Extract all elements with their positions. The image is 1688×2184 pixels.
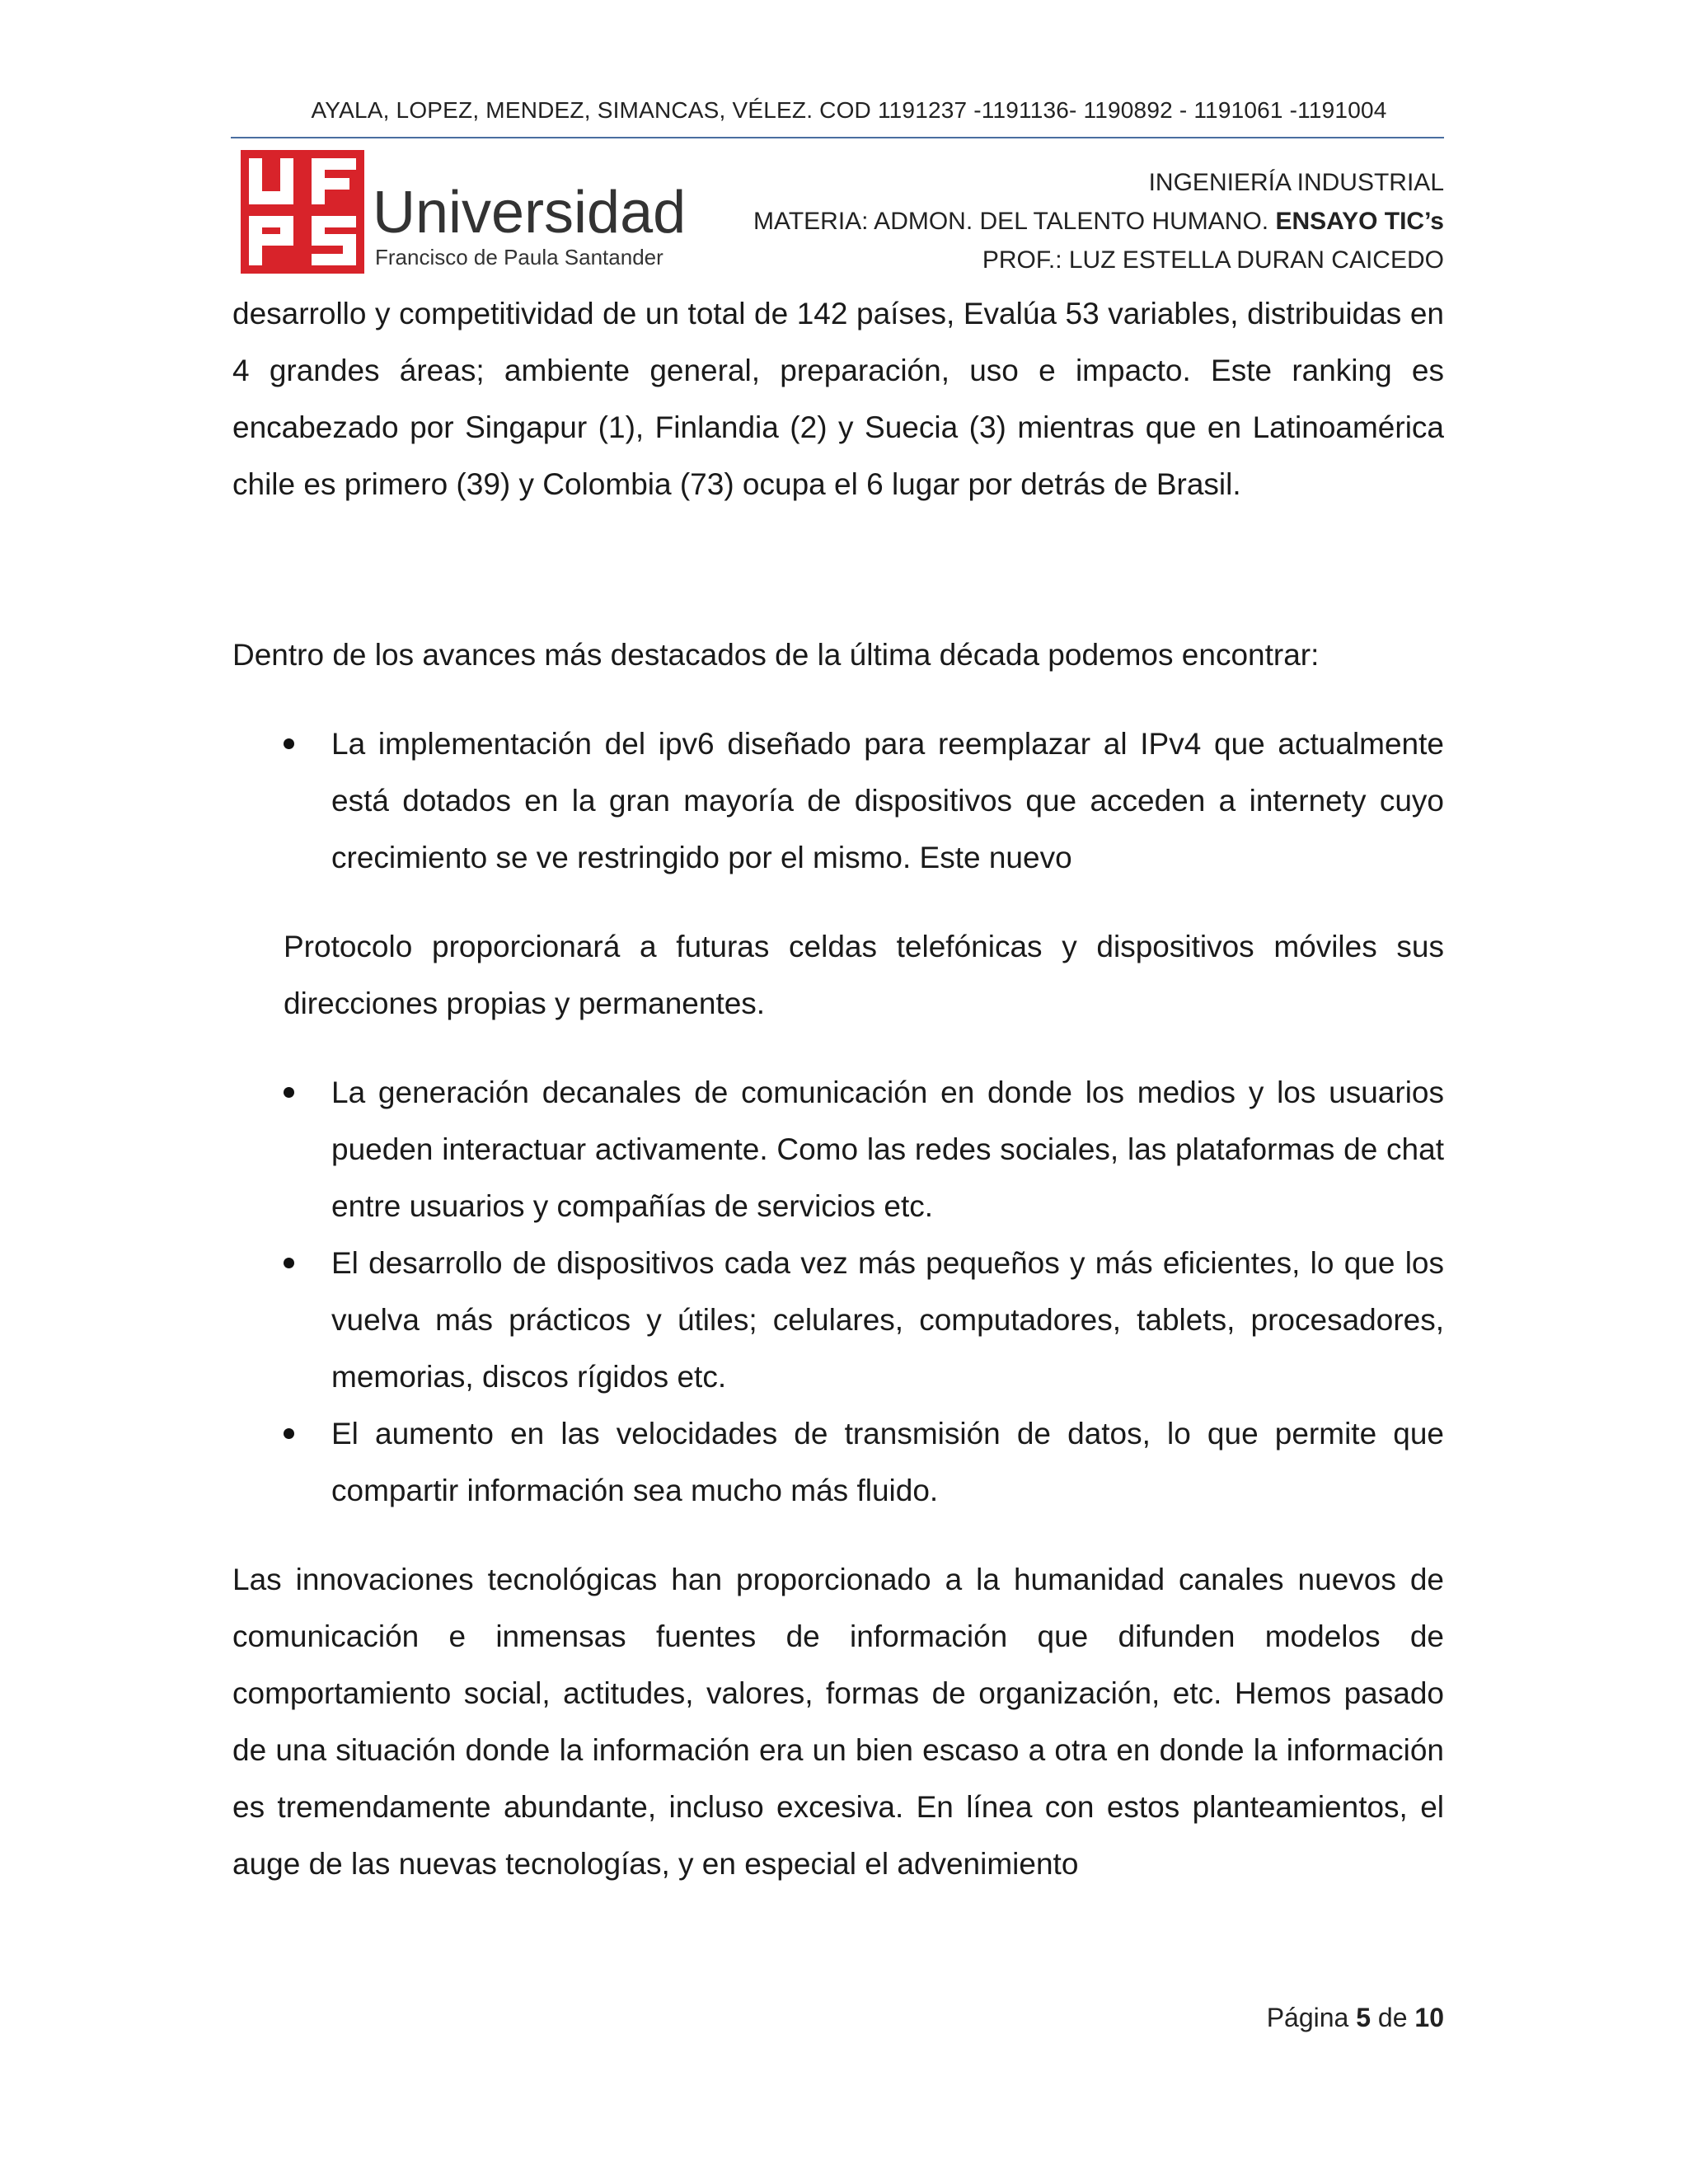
document-body <box>232 285 1444 1892</box>
header-course-info <box>753 163 1444 279</box>
paragraph-protocol: Protocolo proporcionará a futuras celdas telefónicas y dispositivos móviles sus direcciones propias y permanentes. <box>284 930 1444 1020</box>
ufps-logo-mark-icon <box>241 150 364 274</box>
logo-subtitle: Francisco de Paula Santander <box>375 245 663 269</box>
advances-list <box>232 715 1444 886</box>
header-divider <box>231 137 1444 138</box>
bullet-icon <box>284 1258 294 1268</box>
list-item-text: El aumento en las velocidades de transmisión de datos, lo que permite que compartir información sea mucho más fluido. <box>331 1417 1444 1507</box>
program-name: INGENIERÍA INDUSTRIAL <box>1148 169 1444 196</box>
advances-list-continued <box>232 1064 1444 1519</box>
list-item-text: La implementación del ipv6 diseñado para reemplazar al IPv4 que actualmente está dotados en la gran mayoría de dispositivos que acceden a internety cuyo crecimiento se ve restringido por el mismo. Este nuevo <box>331 727 1444 874</box>
paragraph-innovations: Las innovaciones tecnológicas han proporcionado a la humanidad canales nuevos de comunicación e inmensas fuentes de información que difunden modelos de comportamiento social, actitudes, valores, formas de organización, etc. Hemos pasado de una situación donde la información era un bien escaso a otra en donde la información es tremendamente abundante, incluso excesiva. En línea con estos planteamientos, el auge de las nuevas tecnologías, y en especial el advenimiento <box>232 1563 1444 1881</box>
list-item <box>232 1235 1444 1405</box>
bullet-icon <box>284 738 294 749</box>
paragraph-advances-intro: Dentro de los avances más destacados de la última década podemos encontrar: <box>232 638 1320 672</box>
bullet-icon <box>284 1087 294 1098</box>
header-authors: AYALA, LOPEZ, MENDEZ, SIMANCAS, VÉLEZ. COD 1191237 -1191136- 1190892 - 1191061 -1191004 <box>311 97 1387 123</box>
professor-name: PROF.: LUZ ESTELLA DURAN CAICEDO <box>982 246 1444 274</box>
list-item-text: El desarrollo de dispositivos cada vez más pequeños y más eficientes, lo que los vuelva más prácticos y útiles; celulares, computadores, tablets, procesadores, memorias, discos rígidos etc. <box>331 1246 1444 1394</box>
bullet-icon <box>284 1428 294 1439</box>
page-label: Página <box>1266 2003 1349 2032</box>
page-number <box>1267 2003 1444 2033</box>
subject-text: MATERIA: ADMON. DEL TALENTO HUMANO. <box>753 208 1276 235</box>
list-item-text: La generación decanales de comunicación en donde los medios y los usuarios pueden interactuar activamente. Como las redes sociales, las plataformas de chat entre usuarios y compañías de servicios etc. <box>331 1076 1444 1223</box>
page-of-label: de <box>1377 2003 1408 2032</box>
total-pages: 10 <box>1414 2003 1444 2032</box>
list-item <box>232 1064 1444 1235</box>
current-page: 5 <box>1356 2003 1372 2032</box>
logo-wordmark: Universidad <box>373 180 687 246</box>
university-logo <box>241 150 687 274</box>
essay-title: ENSAYO TIC’s <box>1275 208 1444 235</box>
list-item <box>232 715 1444 886</box>
paragraph-ranking: desarrollo y competitividad de un total de 142 países, Evalúa 53 variables, distribuidas en 4 grandes áreas; ambiente general, preparación, uso e impacto. Este ranking es encabezado por Singapur (1), Finlandia (2) y Suecia (3) mientras que en Latinoamérica chile es primero (39) y Colombia (73) ocupa el 6 lugar por detrás de Brasil. <box>232 297 1444 501</box>
list-item <box>232 1405 1444 1519</box>
subject-line <box>753 202 1444 241</box>
